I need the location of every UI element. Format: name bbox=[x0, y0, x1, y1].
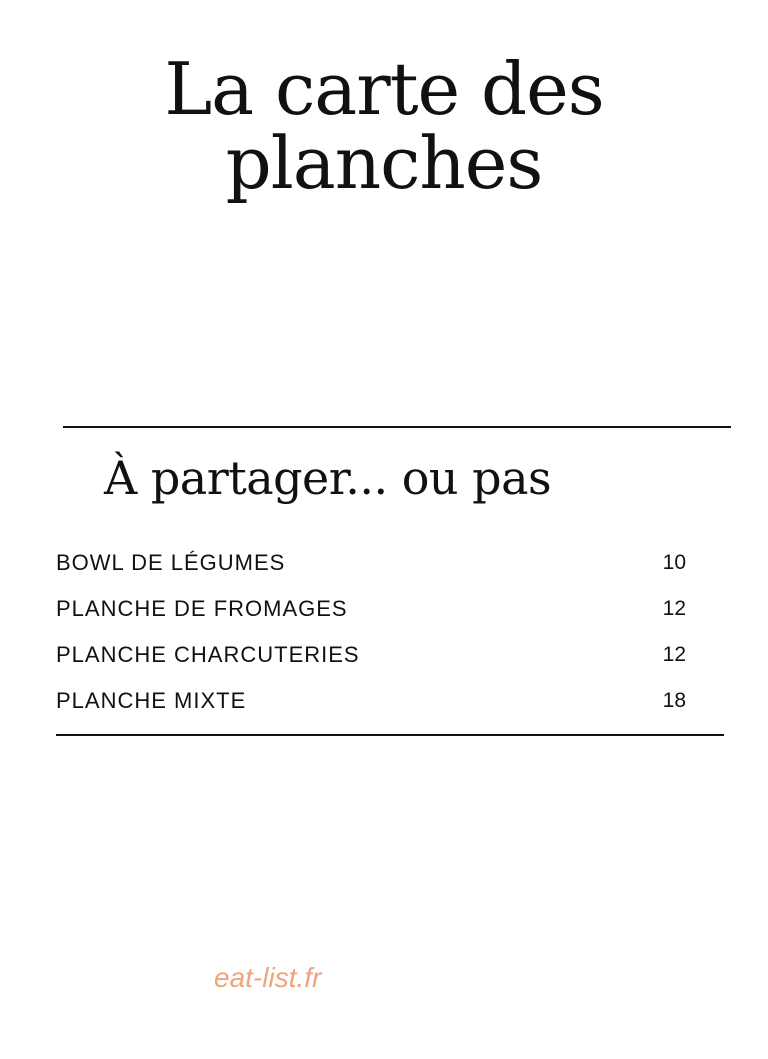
menu-item bbox=[56, 540, 686, 586]
menu-item-name: PLANCHE CHARCUTERIES bbox=[56, 642, 360, 667]
menu-item-price: 12 bbox=[662, 643, 686, 666]
page-title-line-1: La carte des bbox=[164, 47, 604, 131]
menu-item-price: 10 bbox=[662, 551, 686, 574]
menu-list bbox=[56, 540, 686, 724]
menu-item bbox=[56, 678, 686, 724]
menu-item-name: PLANCHE DE FROMAGES bbox=[56, 596, 348, 621]
section-title: À partager... ou pas bbox=[104, 451, 552, 505]
menu-item-price: 12 bbox=[662, 597, 686, 620]
page-title bbox=[0, 47, 768, 205]
page-title-line-2: planches bbox=[225, 121, 543, 205]
watermark: eat-list.fr bbox=[214, 962, 322, 993]
top-divider bbox=[63, 426, 731, 428]
bottom-divider bbox=[56, 734, 724, 736]
menu-item-name: BOWL DE LÉGUMES bbox=[56, 550, 286, 575]
menu-item bbox=[56, 632, 686, 678]
menu-item bbox=[56, 586, 686, 632]
menu-item-name: PLANCHE MIXTE bbox=[56, 688, 247, 713]
menu-item-price: 18 bbox=[662, 689, 686, 712]
